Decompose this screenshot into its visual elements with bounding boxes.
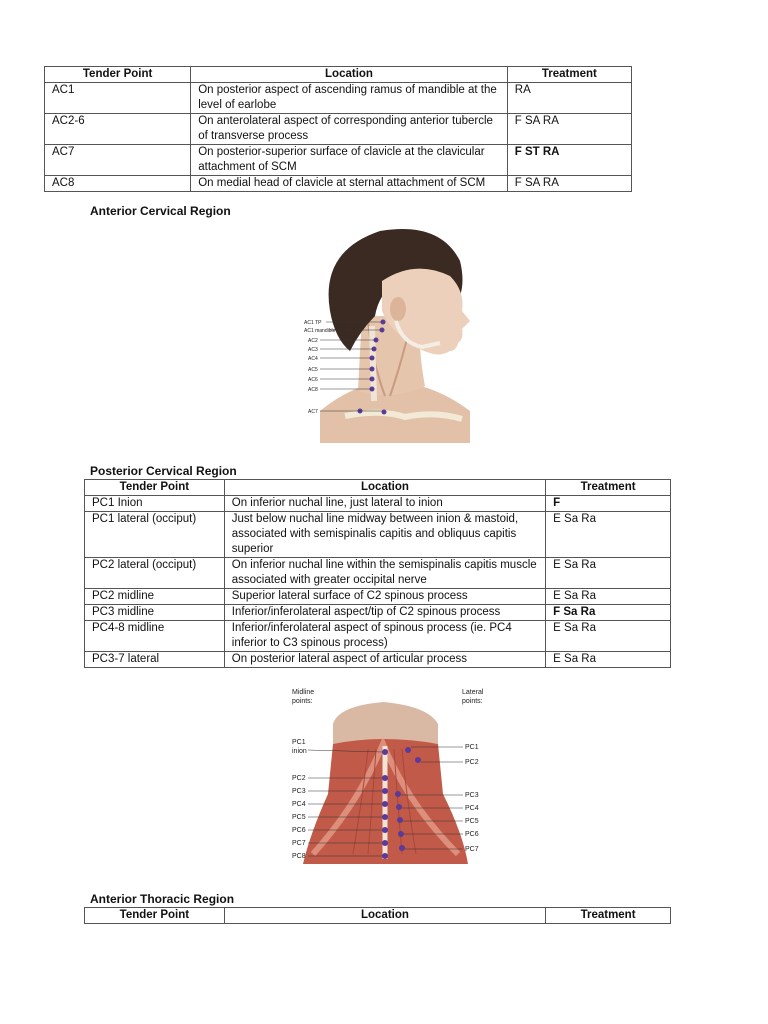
tender-point-cell: PC2 lateral (occiput) xyxy=(85,558,225,589)
figure-label: PC7 xyxy=(465,846,479,853)
figure-label: inion xyxy=(292,748,307,755)
figure-label: AC8 xyxy=(308,387,318,393)
table-row xyxy=(85,512,671,558)
treatment-cell: RA xyxy=(507,83,631,114)
treatment-cell: F SA RA xyxy=(507,114,631,145)
anterior-cervical-heading: Anterior Cervical Region xyxy=(90,204,231,218)
column-header: Tender Point xyxy=(45,67,191,83)
location-cell: On medial head of clavicle at sternal attachment of SCM xyxy=(191,176,508,192)
tender-point-cell: PC2 midline xyxy=(85,589,225,605)
table-row xyxy=(45,145,632,176)
figure-label: AC2 xyxy=(308,338,318,344)
anterior-cervical-table xyxy=(44,66,632,192)
figure-label: PC5 xyxy=(292,814,306,821)
tender-point-cell: PC1 lateral (occiput) xyxy=(85,512,225,558)
figure-label: AC7 xyxy=(308,409,318,415)
location-cell: On inferior nuchal line within the semispinalis capitis muscle associated with greater occipital nerve xyxy=(224,558,545,589)
figure-label: PC1 xyxy=(292,739,306,746)
anterior-thoracic-table xyxy=(84,907,671,924)
treatment-cell: F xyxy=(546,496,671,512)
treatment-cell: E Sa Ra xyxy=(546,589,671,605)
posterior-cervical-table xyxy=(84,479,671,668)
tender-point-cell: PC4-8 midline xyxy=(85,621,225,652)
treatment-cell: E Sa Ra xyxy=(546,558,671,589)
figure-label: PC6 xyxy=(292,827,306,834)
figure-label: AC4 xyxy=(308,356,318,362)
posterior-cervical-heading: Posterior Cervical Region xyxy=(90,464,237,478)
tender-point-cell: AC2-6 xyxy=(45,114,191,145)
figure-label: PC3 xyxy=(465,792,479,799)
location-cell: On posterior aspect of ascending ramus of mandible at the level of earlobe xyxy=(191,83,508,114)
column-header: Tender Point xyxy=(85,908,225,924)
tender-point-cell: PC1 Inion xyxy=(85,496,225,512)
column-header: Treatment xyxy=(546,908,671,924)
anterior-thoracic-heading: Anterior Thoracic Region xyxy=(90,892,235,906)
figure-label: AC1 TP xyxy=(304,320,322,326)
figure-title: points: xyxy=(292,698,313,705)
treatment-cell: F SA RA xyxy=(507,176,631,192)
figure-title: points: xyxy=(462,698,483,705)
location-cell: Inferior/inferolateral aspect of spinous process (ie. PC4 inferior to C3 spinous process) xyxy=(224,621,545,652)
table-row xyxy=(85,621,671,652)
table-row xyxy=(85,496,671,512)
table-row xyxy=(85,652,671,668)
table-header-row xyxy=(85,480,671,496)
table-header-row xyxy=(85,908,671,924)
column-header: Treatment xyxy=(546,480,671,496)
figure-label: PC2 xyxy=(292,775,306,782)
figure-label: PC7 xyxy=(292,840,306,847)
table-header-row xyxy=(45,67,632,83)
figure-label: PC1 xyxy=(465,744,479,751)
table-row xyxy=(45,83,632,114)
table-row xyxy=(45,114,632,145)
column-header: Tender Point xyxy=(85,480,225,496)
treatment-cell: F Sa Ra xyxy=(546,605,671,621)
table-row xyxy=(85,558,671,589)
table-row xyxy=(85,605,671,621)
figure-label: PC3 xyxy=(292,788,306,795)
figure-label: AC3 xyxy=(308,347,318,353)
location-cell: Inferior/inferolateral aspect/tip of C2 spinous process xyxy=(224,605,545,621)
figure-title: Midline xyxy=(292,689,315,696)
figure-label: PC6 xyxy=(465,831,479,838)
figure-label: PC2 xyxy=(465,759,479,766)
posterior-cervical-illustration xyxy=(278,684,490,864)
table-row xyxy=(85,589,671,605)
figure-label: PC5 xyxy=(465,818,479,825)
location-cell: On posterior lateral aspect of articular process xyxy=(224,652,545,668)
treatment-cell: E Sa Ra xyxy=(546,512,671,558)
location-cell: On posterior-superior surface of clavicle at the clavicular attachment of SCM xyxy=(191,145,508,176)
tender-point-cell: PC3 midline xyxy=(85,605,225,621)
tender-point-cell: PC3-7 lateral xyxy=(85,652,225,668)
location-cell: Just below nuchal line midway between inion & mastoid, associated with semispinalis capitis and obliquus capitis superior xyxy=(224,512,545,558)
location-cell: Superior lateral surface of C2 spinous process xyxy=(224,589,545,605)
tender-point-cell: AC7 xyxy=(45,145,191,176)
location-cell: On anterolateral aspect of corresponding anterior tubercle of transverse process xyxy=(191,114,508,145)
tender-point-cell: AC8 xyxy=(45,176,191,192)
column-header: Location xyxy=(191,67,508,83)
table-row xyxy=(45,176,632,192)
location-cell: On inferior nuchal line, just lateral to inion xyxy=(224,496,545,512)
figure-label: AC1 mandible xyxy=(304,328,336,334)
column-header: Treatment xyxy=(507,67,631,83)
figure-label: PC4 xyxy=(292,801,306,808)
figure-label: PC8 xyxy=(292,853,306,860)
figure-label: AC5 xyxy=(308,367,318,373)
tender-point-cell: AC1 xyxy=(45,83,191,114)
anterior-cervical-illustration xyxy=(290,221,480,443)
column-header: Location xyxy=(224,908,545,924)
treatment-cell: E Sa Ra xyxy=(546,621,671,652)
figure-label: AC6 xyxy=(308,377,318,383)
figure-label: PC4 xyxy=(465,805,479,812)
treatment-cell: F ST RA xyxy=(507,145,631,176)
treatment-cell: E Sa Ra xyxy=(546,652,671,668)
figure-title: Lateral xyxy=(462,689,484,696)
column-header: Location xyxy=(224,480,545,496)
